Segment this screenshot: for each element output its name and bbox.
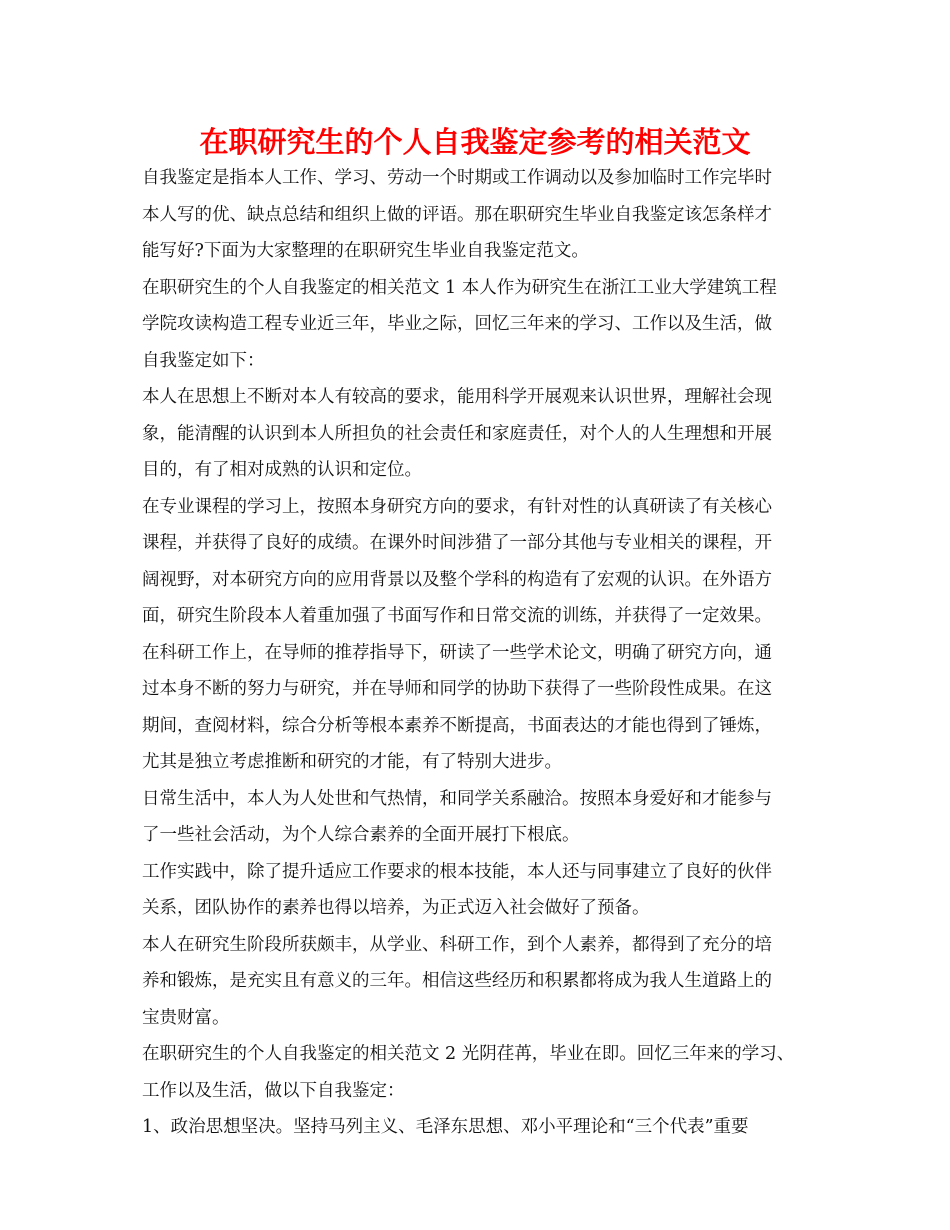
text-line: 在职研究生的个人自我鉴定的相关范文 2 光阴荏苒，毕业在即。回忆三年来的学习、 [142,1044,795,1064]
text-line: 在科研工作上，在导师的推荐指导下，研读了一些学术论文，明确了研究方向，通 [142,642,772,663]
text-line: 能写好?下面为大家整理的在职研究生毕业自我鉴定范文。 [142,241,589,261]
document-title: 在职研究生的个人自我鉴定参考的相关范文 [199,125,751,159]
text-line: 自我鉴定如下： [142,350,265,371]
text-line: 在职研究生的个人自我鉴定的相关范文 1 本人作为研究生在浙江工业大学建筑工程 [142,277,777,298]
text-line: 本人在研究生阶段所获颇丰，从学业、科研工作，到个人素养，都得到了充分的培 [142,934,772,955]
text-line: 课程，并获得了良好的成绩。在课外时间涉猎了一部分其他与专业相关的课程，开 [142,533,772,553]
text-line: 养和锻炼，是充实且有意义的三年。相信这些经历和积累都将成为我人生道路上的 [142,971,772,991]
text-line: 期间，查阅材料，综合分析等根本素养不断提高，书面表达的才能也得到了锤炼， [142,715,772,736]
text-line: 本人写的优、缺点总结和组织上做的评语。那在职研究生毕业自我鉴定该怎条样才 [142,204,772,225]
text-line: 1、政治思想坚决。坚持马列主义、毛泽东思想、邓小平理论和“三个代表”重要 [142,1117,749,1137]
text-line: 工作实践中，除了提升适应工作要求的根本技能，本人还与同事建立了良好的伙伴 [142,861,772,882]
text-line: 日常生活中，本人为人处世和气热情，和同学关系融洽。按照本身爱好和才能参与 [142,788,772,809]
text-line: 了一些社会活动，为个人综合素养的全面开展打下根底。 [142,825,580,845]
text-line: 工作以及生活，做以下自我鉴定： [142,1080,405,1101]
document-body [142,160,822,1146]
text-line: 在专业课程的学习上，按照本身研究方向的要求，有针对性的认真研读了有关核心 [142,496,772,517]
text-line: 本人在思想上不断对本人有较高的要求，能用科学开展观来认识世界，理解社会现 [142,387,772,407]
text-line: 阔视野，对本研究方向的应用背景以及整个学科的构造有了宏观的认识。在外语方 [142,569,772,590]
text-line: 关系，团队协作的素养也得以培养，为正式迈入社会做好了预备。 [142,898,650,918]
text-line: 宝贵财富。 [142,1007,230,1028]
text-line: 自我鉴定是指本人工作、学习、劳动一个时期或工作调动以及参加临时工作完毕时 [142,168,772,188]
text-line: 尤其是独立考虑推断和研究的才能，有了特别大进步。 [142,752,562,772]
text-line: 过本身不断的努力与研究，并在导师和同学的协助下获得了一些阶段性成果。在这 [142,679,772,699]
text-line: 象，能清醒的认识到本人所担负的社会责任和家庭责任，对个人的人生理想和开展 [142,423,772,444]
text-line: 学院攻读构造工程专业近三年，毕业之际，回忆三年来的学习、工作以及生活，做 [142,314,772,334]
text-line: 目的，有了相对成熟的认识和定位。 [142,460,422,480]
text-line: 面，研究生阶段本人着重加强了书面写作和日常交流的训练，并获得了一定效果。 [142,606,772,626]
